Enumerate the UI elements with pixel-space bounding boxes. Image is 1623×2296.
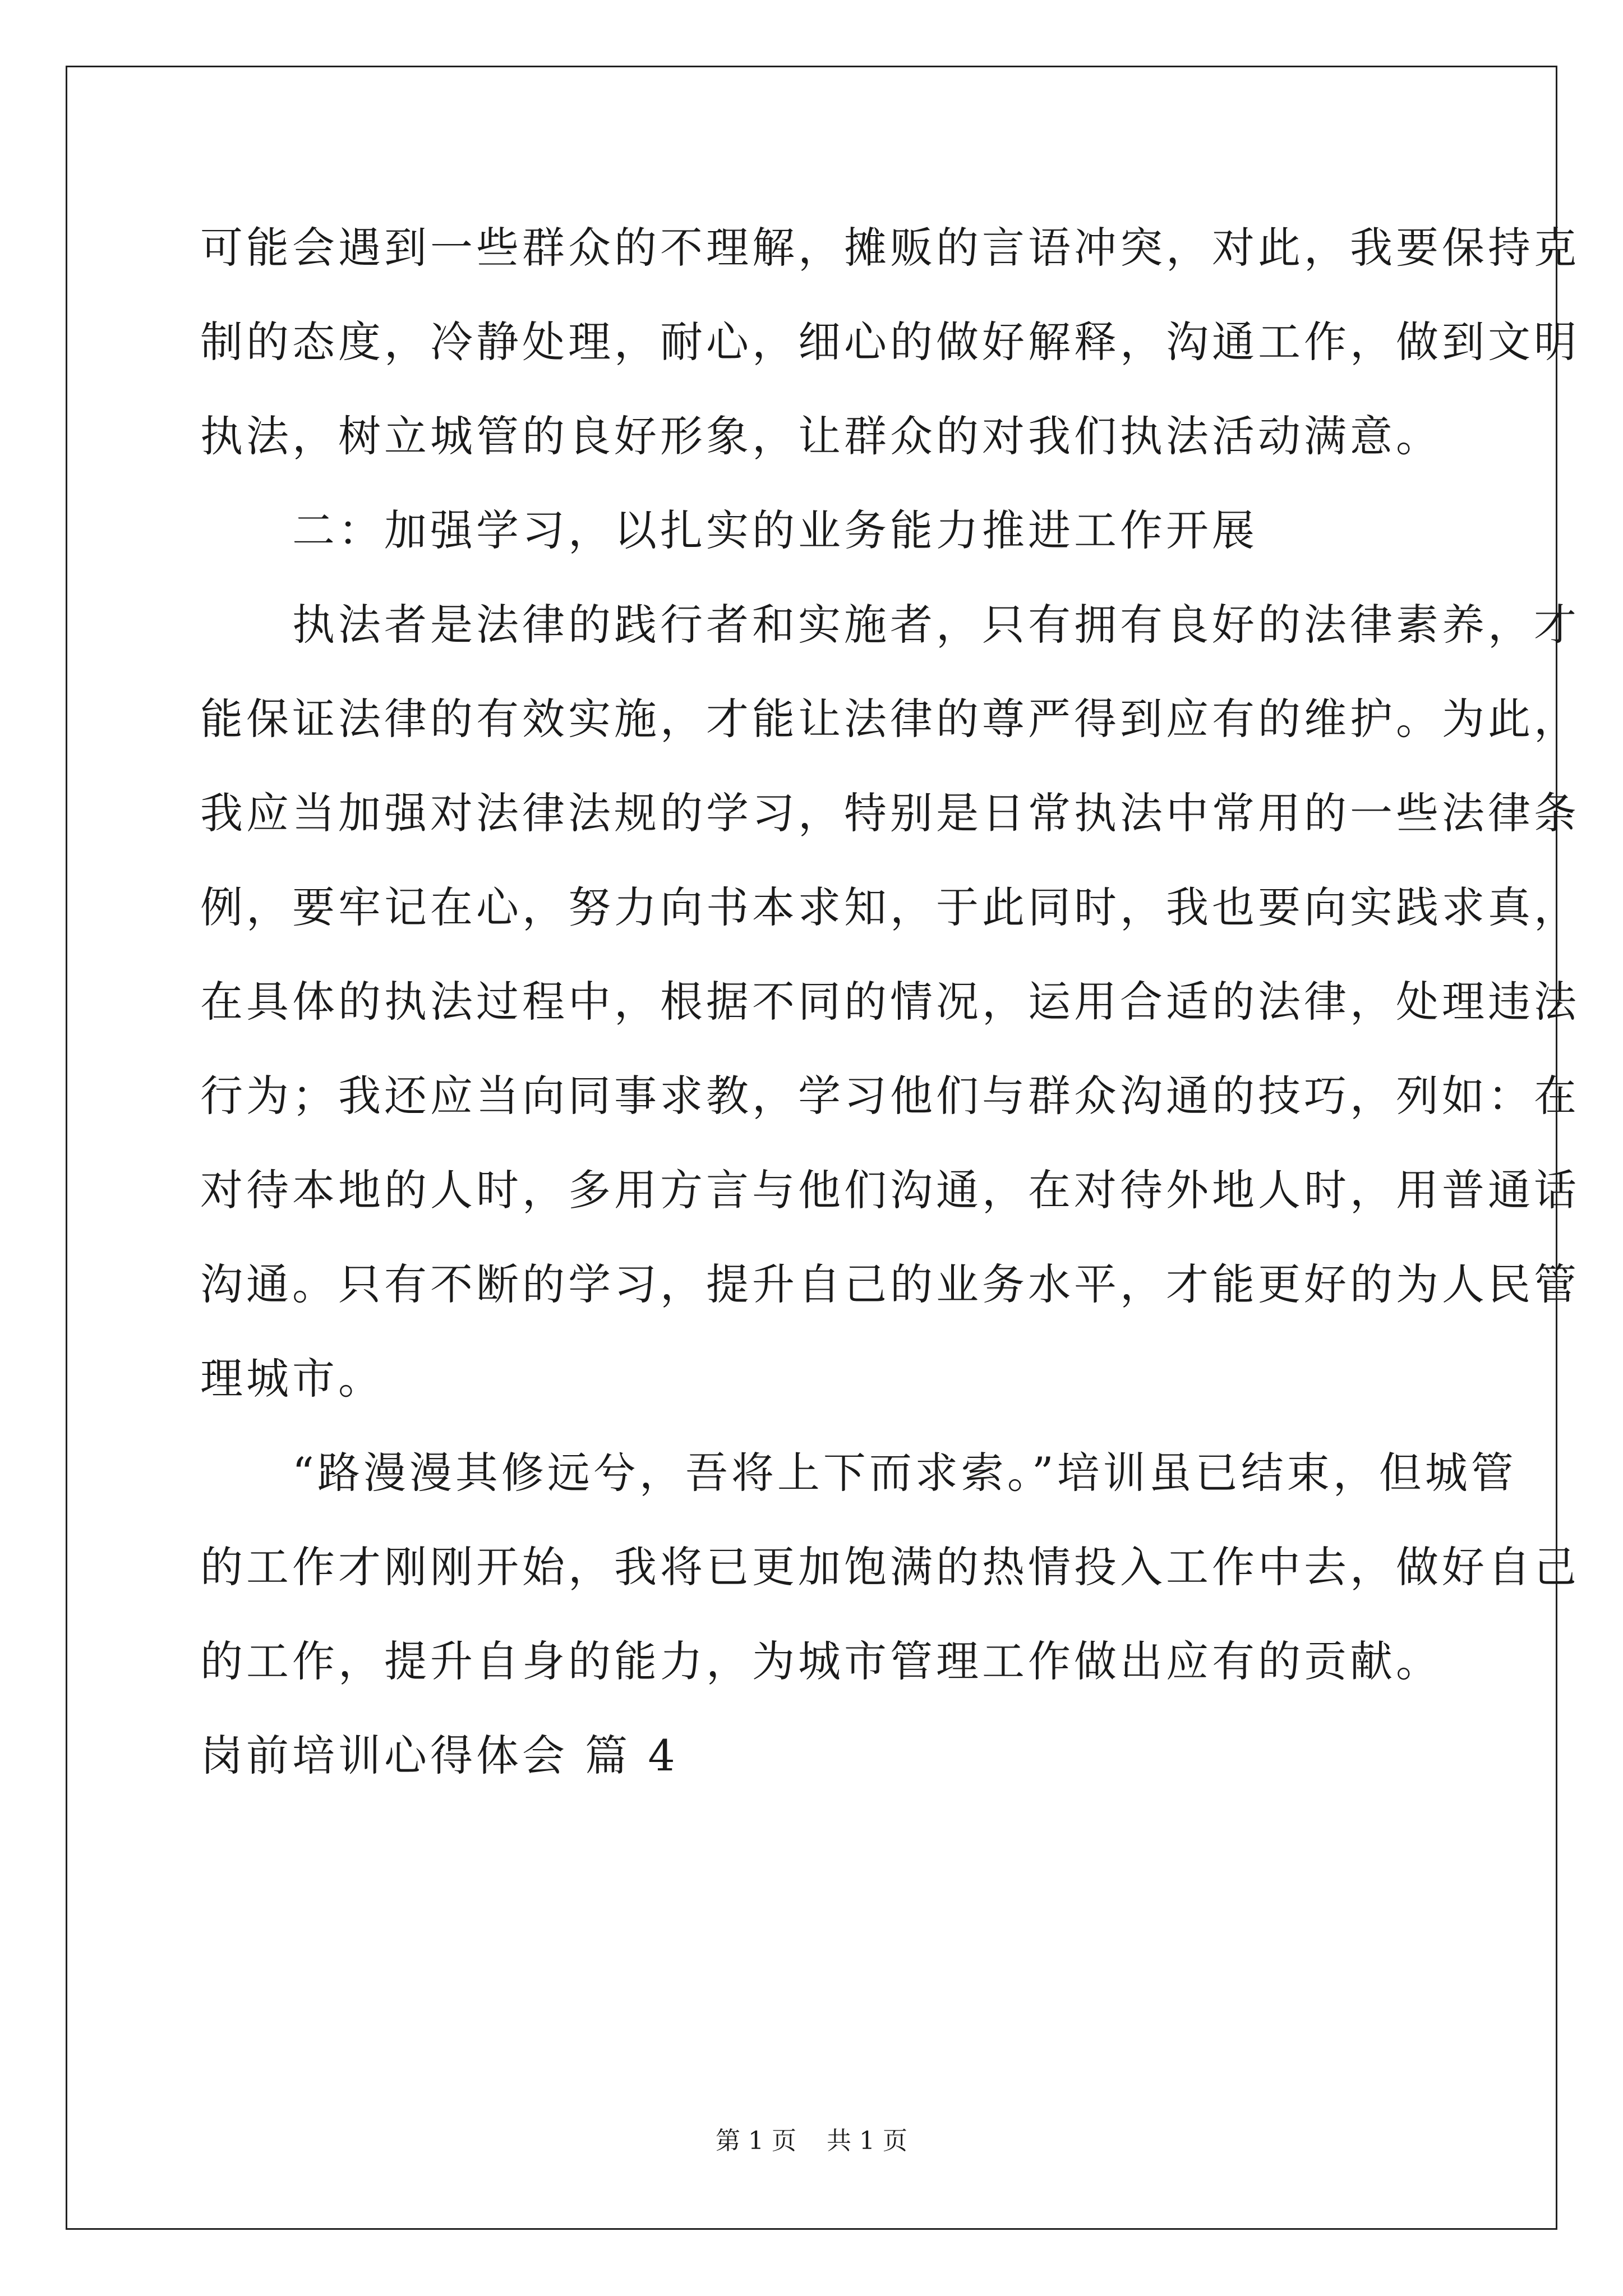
text-line: 理城市。 xyxy=(200,1354,384,1404)
text-line: 能保证法律的有效实施，才能让法律的尊严得到应有的维护。为此， xyxy=(200,694,1580,744)
text-line: 的工作才刚刚开始，我将已更加饱满的热情投入工作中去，做好自己 xyxy=(200,1542,1580,1592)
quote-line: “路漫漫其修远兮，吾将上下而求索。”培训虽已结束，但城管 xyxy=(200,1448,1517,1498)
page-footer xyxy=(0,2120,1623,2156)
text-line: 沟通。只有不断的学习，提升自己的业务水平，才能更好的为人民管 xyxy=(200,1259,1580,1309)
page-number: 第 1 页 xyxy=(716,2127,796,2155)
text-line: 例，要牢记在心，努力向书本求知，于此同时，我也要向实践求真， xyxy=(200,882,1580,932)
text-line: 我应当加强对法律法规的学习，特别是日常执法中常用的一些法律条 xyxy=(200,788,1580,838)
text-line: 执法者是法律的践行者和实施者，只有拥有良好的法律素养，才 xyxy=(200,600,1580,650)
text-line: 执法，树立城管的良好形象，让群众的对我们执法活动满意。 xyxy=(200,411,1442,461)
text-line: 制的态度，冷静处理，耐心，细心的做好解释，沟通工作，做到文明 xyxy=(200,317,1580,367)
text-line: 行为；我还应当向同事求教，学习他们与群众沟通的技巧，列如：在 xyxy=(200,1071,1580,1121)
text-line: 在具体的执法过程中，根据不同的情况，运用合适的法律，处理违法 xyxy=(200,977,1580,1027)
text-line: 的工作，提升自身的能力，为城市管理工作做出应有的贡献。 xyxy=(200,1636,1442,1686)
document-body xyxy=(200,201,1580,1709)
text-line: 对待本地的人时，多用方言与他们沟通，在对待外地人时，用普通话 xyxy=(200,1165,1580,1215)
text-line: 可能会遇到一些群众的不理解，摊贩的言语冲突，对此，我要保持克 xyxy=(200,223,1580,273)
subheading-line: 二：加强学习，以扎实的业务能力推进工作开展 xyxy=(200,505,1258,555)
section-heading: 岗前培训心得体会 篇 4 xyxy=(200,1731,679,1780)
page-total: 共 1 页 xyxy=(827,2127,907,2155)
